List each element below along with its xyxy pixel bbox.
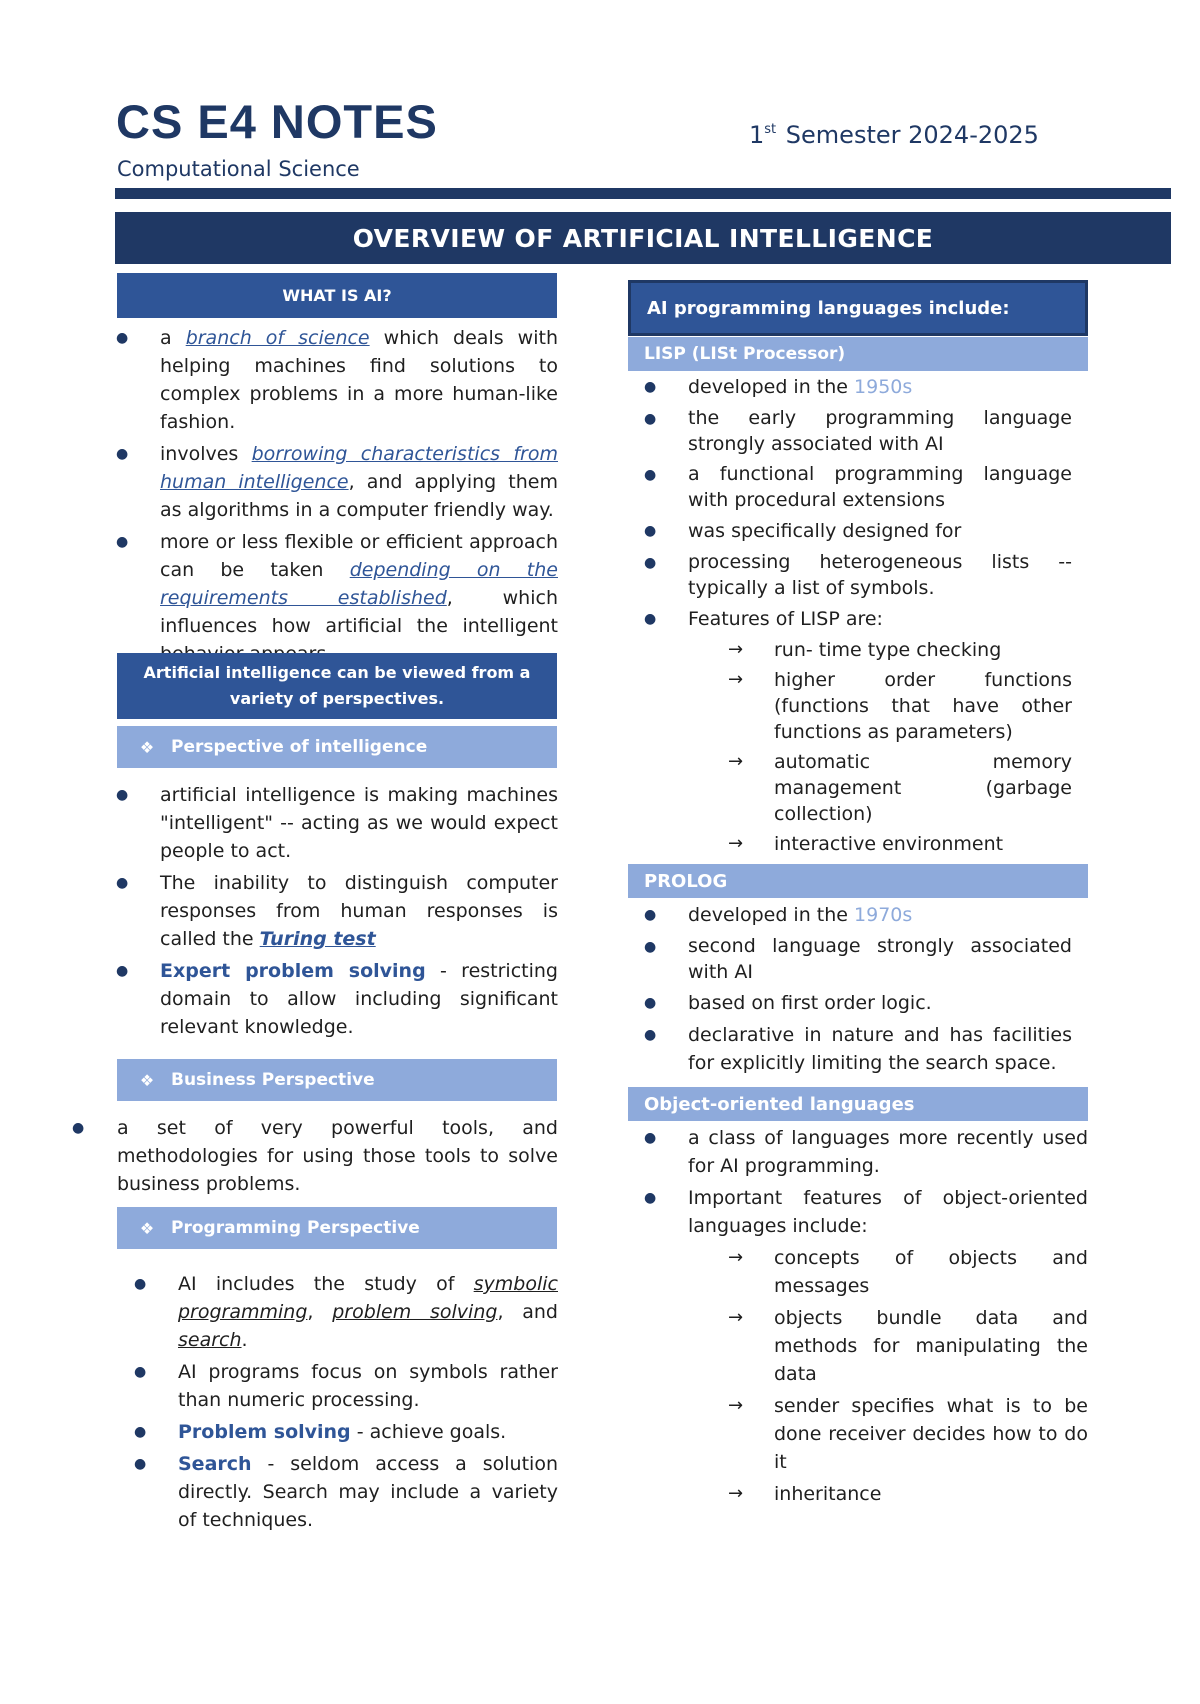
intelligence-list bbox=[116, 781, 558, 1045]
bullet-icon: ● bbox=[72, 1120, 85, 1136]
list-item bbox=[134, 1418, 558, 1446]
bullet-icon: ● bbox=[644, 523, 657, 539]
arrow-icon: → bbox=[728, 833, 744, 854]
arrow-icon: → bbox=[728, 751, 744, 772]
list-item bbox=[644, 605, 1072, 633]
item-text: - restricting domain to allow including significant relevant knowledge. bbox=[160, 960, 558, 1038]
heading-text: Perspective of intelligence bbox=[171, 737, 428, 757]
bullet-icon: ● bbox=[644, 995, 657, 1011]
item-text: which deals with helping machines find solutions to complex problems in a more human-like fashion. bbox=[160, 327, 558, 433]
item-text: the early programming language strongly associated with AI bbox=[688, 407, 1072, 455]
bullet-icon: ● bbox=[644, 467, 657, 483]
business-list bbox=[72, 1114, 558, 1202]
item-text: , and applying them as algorithms in a computer friendly way. bbox=[160, 471, 558, 521]
item-text: interactive environment bbox=[774, 833, 1004, 855]
problem-solving-link[interactable]: problem solving bbox=[332, 1301, 498, 1323]
list-item bbox=[644, 549, 1072, 601]
item-emphasis: Expert problem solving bbox=[160, 960, 426, 982]
header-rule bbox=[115, 188, 1171, 199]
item-text: inheritance bbox=[774, 1483, 882, 1505]
bullet-icon: ● bbox=[644, 411, 657, 427]
prolog-heading: PROLOG bbox=[628, 864, 1088, 898]
object-oriented-list bbox=[644, 1124, 1088, 1512]
item-text: , bbox=[307, 1301, 333, 1323]
arrow-icon: → bbox=[728, 1307, 744, 1328]
list-item bbox=[134, 1270, 558, 1354]
what-is-ai-heading: WHAT IS AI? bbox=[117, 273, 557, 318]
item-text: a bbox=[160, 327, 186, 349]
item-text: higher order functions (functions that have other functions as parameters) bbox=[774, 669, 1072, 743]
feature-item bbox=[728, 1392, 1088, 1476]
list-item bbox=[644, 1184, 1088, 1240]
bullet-icon: ● bbox=[116, 534, 129, 550]
semester-text: Semester 2024-2025 bbox=[785, 121, 1039, 149]
bullet-icon: ● bbox=[116, 963, 129, 979]
bullet-icon: ● bbox=[134, 1364, 147, 1380]
item-text: . bbox=[241, 1329, 248, 1351]
feature-item bbox=[728, 667, 1072, 745]
bullet-icon: ● bbox=[644, 1190, 657, 1206]
heading-text: Programming Perspective bbox=[171, 1218, 420, 1238]
item-text: , and bbox=[497, 1301, 558, 1323]
item-text: involves bbox=[160, 443, 252, 465]
bullet-icon: ● bbox=[644, 379, 657, 395]
bullet-icon: ● bbox=[116, 330, 129, 346]
list-item bbox=[644, 1124, 1088, 1180]
item-text: artificial intelligence is making machines "intelligent" -- acting as we would expect people to act. bbox=[160, 784, 558, 862]
intelligence-heading bbox=[117, 726, 557, 768]
item-emphasis: Search bbox=[178, 1453, 252, 1475]
bullet-icon: ● bbox=[644, 1027, 657, 1043]
list-item bbox=[116, 440, 558, 524]
list-item bbox=[644, 989, 1072, 1017]
item-text: a functional programming language with procedural extensions bbox=[688, 463, 1072, 511]
item-text: based on first order logic. bbox=[688, 992, 932, 1014]
turing-test-link[interactable]: Turing test bbox=[259, 928, 376, 950]
item-emphasis: Problem solving bbox=[178, 1421, 351, 1443]
list-item bbox=[116, 869, 558, 953]
arrow-icon: → bbox=[728, 639, 744, 660]
list-item bbox=[644, 517, 1072, 545]
feature-item bbox=[728, 1304, 1088, 1388]
symbolic-programming-link[interactable]: symbolic programming bbox=[178, 1273, 558, 1323]
semester-suffix: st bbox=[764, 122, 777, 137]
item-text: - achieve goals. bbox=[350, 1421, 507, 1443]
list-item bbox=[134, 1358, 558, 1414]
arrow-icon: → bbox=[728, 1247, 744, 1268]
diamond-icon: ❖ bbox=[139, 1218, 155, 1238]
ai-languages-heading: AI programming languages include: bbox=[628, 280, 1088, 336]
item-text: automatic memory management (garbage collection) bbox=[774, 751, 1072, 825]
item-text: objects bundle data and methods for manipulating the data bbox=[774, 1307, 1088, 1385]
list-item bbox=[116, 528, 558, 668]
bullet-icon: ● bbox=[644, 939, 657, 955]
depending-requirements-link[interactable]: depending on the requirements established bbox=[160, 559, 558, 609]
list-item bbox=[72, 1114, 558, 1198]
bullet-icon: ● bbox=[134, 1276, 147, 1292]
list-item bbox=[644, 461, 1072, 513]
feature-item bbox=[728, 637, 1072, 663]
document-title: CS E4 NOTES bbox=[116, 95, 438, 148]
item-text: declarative in nature and has facilities for explicitly limiting the search space. bbox=[688, 1024, 1072, 1074]
document-subtitle: Computational Science bbox=[117, 157, 360, 181]
item-text: more or less flexible or efficient approach can be taken bbox=[160, 531, 558, 581]
bullet-icon: ● bbox=[116, 875, 129, 891]
object-oriented-heading: Object-oriented languages bbox=[628, 1087, 1088, 1121]
diamond-icon: ❖ bbox=[139, 1070, 155, 1090]
list-item bbox=[644, 1021, 1072, 1077]
search-link[interactable]: search bbox=[178, 1329, 242, 1351]
item-text: - seldom access a solution directly. Search may include a variety of techniques. bbox=[178, 1453, 558, 1531]
diamond-icon: ❖ bbox=[139, 737, 155, 757]
list-item bbox=[116, 781, 558, 865]
business-heading bbox=[117, 1059, 557, 1101]
perspectives-heading: Artificial intelligence can be viewed from a variety of perspectives. bbox=[117, 653, 557, 719]
item-text: , which influences how artificial the intelligent bbox=[160, 587, 558, 637]
bullet-icon: ● bbox=[116, 446, 129, 462]
item-text: developed in the bbox=[688, 904, 855, 926]
bullet-icon: ● bbox=[644, 1130, 657, 1146]
item-text: concepts of objects and messages bbox=[774, 1247, 1088, 1297]
list-item bbox=[644, 373, 1072, 401]
semester-label bbox=[749, 114, 1039, 151]
feature-item bbox=[728, 749, 1072, 827]
section-banner: OVERVIEW OF ARTIFICIAL INTELLIGENCE bbox=[115, 212, 1171, 264]
programming-list bbox=[134, 1270, 558, 1538]
branch-of-science-link[interactable]: branch of science bbox=[185, 327, 370, 349]
bullet-icon: ● bbox=[134, 1456, 147, 1472]
programming-heading bbox=[117, 1207, 557, 1249]
arrow-icon: → bbox=[728, 1395, 744, 1416]
bullet-icon: ● bbox=[116, 787, 129, 803]
lisp-features bbox=[728, 637, 1072, 857]
lisp-heading: LISP (LISt Processor) bbox=[628, 337, 1088, 371]
list-item bbox=[134, 1450, 558, 1534]
list-item bbox=[644, 901, 1072, 929]
item-text: Features of LISP are: bbox=[688, 608, 883, 630]
item-text: was specifically designed for bbox=[688, 520, 962, 542]
year-1970s: 1970s bbox=[854, 904, 913, 926]
heading-text: Business Perspective bbox=[171, 1070, 375, 1090]
list-item bbox=[644, 933, 1072, 985]
lisp-list bbox=[644, 373, 1072, 861]
oop-features bbox=[728, 1244, 1088, 1508]
year-1950s: 1950s bbox=[854, 376, 913, 398]
bullet-icon: ● bbox=[644, 555, 657, 571]
feature-item bbox=[728, 831, 1072, 857]
prolog-list bbox=[644, 901, 1072, 1081]
item-text: sender specifies what is to be done receiver decides how to do it bbox=[774, 1395, 1088, 1473]
item-text: Important features of object-oriented languages include: bbox=[688, 1187, 1088, 1237]
arrow-icon: → bbox=[728, 669, 744, 690]
semester-number: 1 bbox=[749, 121, 765, 149]
item-text: AI programs focus on symbols rather than numeric processing. bbox=[178, 1361, 558, 1411]
list-item bbox=[116, 957, 558, 1041]
list-item bbox=[116, 324, 558, 436]
bullet-icon: ● bbox=[644, 611, 657, 627]
item-text: second language strongly associated with AI bbox=[688, 935, 1072, 983]
bullet-icon: ● bbox=[644, 907, 657, 923]
item-text: developed in the bbox=[688, 376, 855, 398]
feature-item bbox=[728, 1244, 1088, 1300]
item-text: The inability to distinguish computer responses from human responses is called the bbox=[160, 872, 558, 950]
item-text: a class of languages more recently used for AI programming. bbox=[688, 1127, 1088, 1177]
item-text: processing heterogeneous lists -- typically a list of symbols. bbox=[688, 551, 1072, 599]
what-is-ai-list bbox=[116, 324, 558, 672]
feature-item bbox=[728, 1480, 1088, 1508]
arrow-icon: → bbox=[728, 1483, 744, 1504]
borrowing-characteristics-link[interactable]: borrowing characteristics from human intelligence bbox=[160, 443, 558, 493]
item-text: run- time type checking bbox=[774, 639, 1002, 661]
item-text: a set of very powerful tools, and methodologies for using those tools to solve business problems. bbox=[117, 1117, 558, 1195]
bullet-icon: ● bbox=[134, 1424, 147, 1440]
list-item bbox=[644, 405, 1072, 457]
item-text: AI includes the study of bbox=[178, 1273, 474, 1295]
